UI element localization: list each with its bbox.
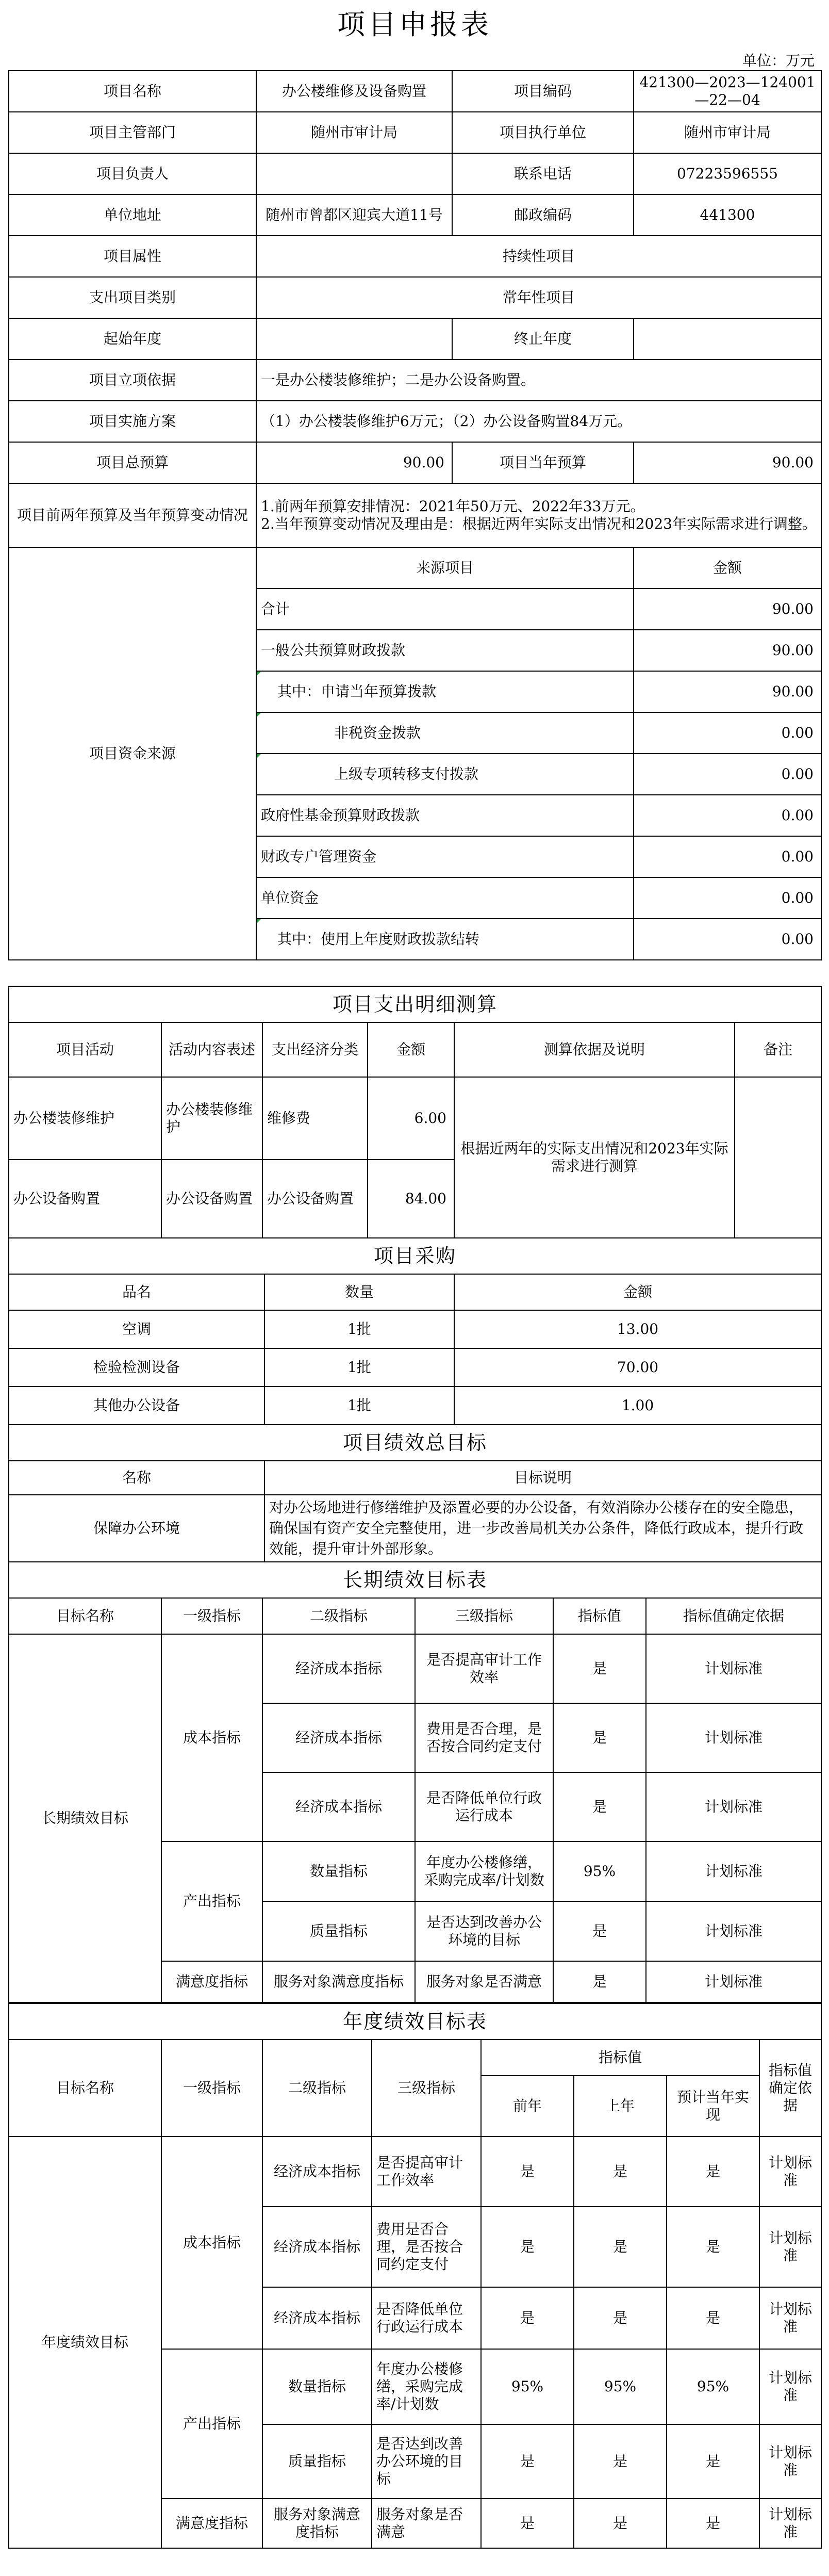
procurement-table xyxy=(8,1237,822,1425)
procurement-header: 数量 xyxy=(264,1274,454,1310)
procurement-qty: 1批 xyxy=(264,1310,454,1348)
annual-prev: 是 xyxy=(481,2207,574,2287)
label-project-code: 项目编码 xyxy=(452,71,634,112)
longterm-value: 是 xyxy=(553,1703,646,1772)
funding-row-name: 政府性基金预算财政拨款 xyxy=(256,795,634,836)
expense-activity: 办公楼装修维护 xyxy=(9,1077,161,1160)
funding-row-amount: 90.00 xyxy=(634,671,821,712)
label-current: 项目当年预算 xyxy=(452,442,634,483)
longterm-level3: 费用是否合理，是否按合同约定支付 xyxy=(415,1703,553,1772)
longterm-level3: 服务对象是否满意 xyxy=(415,1961,553,2002)
procurement-amount: 70.00 xyxy=(454,1348,821,1387)
annual-basis: 计划标准 xyxy=(759,2137,821,2207)
funding-row-name: 单位资金 xyxy=(256,877,634,919)
expense-content: 办公楼装修维护 xyxy=(161,1077,262,1160)
longterm-header: 二级指标 xyxy=(262,1598,415,1634)
overall-header-desc: 目标说明 xyxy=(264,1461,821,1495)
funding-row-amount: 0.00 xyxy=(634,795,821,836)
label-end: 终止年度 xyxy=(452,318,634,360)
longterm-level1: 成本指标 xyxy=(161,1634,262,1841)
annual-header-l2: 二级指标 xyxy=(262,2040,372,2137)
longterm-level2: 质量指标 xyxy=(262,1901,415,1961)
longterm-value: 是 xyxy=(553,1634,646,1703)
procurement-item: 其他办公设备 xyxy=(9,1387,264,1425)
annual-level2: 经济成本指标 xyxy=(262,2287,372,2349)
expense-header: 支出经济分类 xyxy=(262,1022,368,1077)
procurement-amount: 13.00 xyxy=(454,1310,821,1348)
basic-info-table xyxy=(8,70,822,960)
funding-row-amount: 0.00 xyxy=(634,754,821,795)
funding-row-name: 合计 xyxy=(256,589,634,630)
funding-header-source: 来源项目 xyxy=(256,547,634,589)
longterm-level2: 经济成本指标 xyxy=(262,1772,415,1841)
annual-last: 是 xyxy=(574,2424,667,2499)
longterm-value: 95% xyxy=(553,1841,646,1901)
value-address: 随州市曾都区迎宾大道11号 xyxy=(256,194,452,236)
expense-content: 办公设备购置 xyxy=(161,1160,262,1238)
value-zip: 441300 xyxy=(634,194,821,236)
label-dept: 项目主管部门 xyxy=(9,112,256,153)
funding-row-amount: 90.00 xyxy=(634,630,821,671)
label-attr: 项目属性 xyxy=(9,236,256,277)
funding-row-name: 财政专户管理资金 xyxy=(256,836,634,877)
annual-last: 是 xyxy=(574,2287,667,2349)
longterm-value: 是 xyxy=(553,1901,646,1961)
value-start xyxy=(256,318,452,360)
annual-level3: 费用是否合理，是否按合同约定支付 xyxy=(372,2207,481,2287)
funding-row-name: 其中：使用上年度财政拨款结转 xyxy=(256,919,634,960)
annual-level1: 成本指标 xyxy=(161,2137,262,2349)
longterm-level3: 是否降低单位行政运行成本 xyxy=(415,1772,553,1841)
annual-header-l3: 三级指标 xyxy=(372,2040,481,2137)
longterm-basis: 计划标准 xyxy=(646,1901,821,1961)
label-owner: 项目负责人 xyxy=(9,153,256,194)
annual-header-basis: 指标值确定依据 xyxy=(759,2040,821,2137)
annual-last: 是 xyxy=(574,2499,667,2548)
annual-section-title: 年度绩效目标表 xyxy=(9,2003,821,2040)
longterm-basis: 计划标准 xyxy=(646,1772,821,1841)
label-total: 项目总预算 xyxy=(9,442,256,483)
longterm-target: 长期绩效目标 xyxy=(9,1634,161,2002)
funding-row-name: 其中：申请当年预算拨款 xyxy=(256,671,634,712)
expense-section-title: 项目支出明细测算 xyxy=(9,986,821,1022)
longterm-header: 一级指标 xyxy=(161,1598,262,1634)
annual-header-last: 上年 xyxy=(574,2076,667,2137)
expense-table xyxy=(8,986,822,1238)
longterm-level1: 产出指标 xyxy=(161,1841,262,1961)
longterm-level2: 经济成本指标 xyxy=(262,1703,415,1772)
annual-level2: 数量指标 xyxy=(262,2349,372,2424)
annual-level3: 是否达到改善办公环境的目标 xyxy=(372,2424,481,2499)
procurement-amount: 1.00 xyxy=(454,1387,821,1425)
funding-row-amount: 0.00 xyxy=(634,712,821,754)
label-category: 支出项目类别 xyxy=(9,277,256,318)
value-attr: 持续性项目 xyxy=(256,236,821,277)
funding-row-amount: 0.00 xyxy=(634,919,821,960)
annual-expect: 是 xyxy=(667,2137,759,2207)
longterm-table xyxy=(8,1561,822,2003)
expense-remark xyxy=(735,1077,821,1238)
overall-header-name: 名称 xyxy=(9,1461,264,1495)
longterm-level2: 服务对象满意度指标 xyxy=(262,1961,415,2002)
annual-prev: 是 xyxy=(481,2137,574,2207)
longterm-basis: 计划标准 xyxy=(646,1841,821,1901)
procurement-item: 空调 xyxy=(9,1310,264,1348)
procurement-item: 检验检测设备 xyxy=(9,1348,264,1387)
value-basis: 一是办公楼装修维护；二是办公设备购置。 xyxy=(256,360,821,401)
value-dept: 随州市审计局 xyxy=(256,112,452,153)
funding-row-amount: 0.00 xyxy=(634,877,821,919)
expense-header: 项目活动 xyxy=(9,1022,161,1077)
procurement-section-title: 项目采购 xyxy=(9,1238,821,1274)
annual-basis: 计划标准 xyxy=(759,2287,821,2349)
annual-expect: 是 xyxy=(667,2207,759,2287)
funding-row-amount: 90.00 xyxy=(634,589,821,630)
longterm-level2: 数量指标 xyxy=(262,1841,415,1901)
overall-goal-table xyxy=(8,1424,822,1562)
longterm-header: 指标值 xyxy=(553,1598,646,1634)
budget-change-line-1: 1.前两年预算安排情况：2021年50万元、2022年33万元。 xyxy=(261,498,645,515)
annual-basis: 计划标准 xyxy=(759,2499,821,2548)
value-owner xyxy=(256,153,452,194)
label-budget-change: 项目前两年预算及当年预算变动情况 xyxy=(9,483,256,547)
value-category: 常年性项目 xyxy=(256,277,821,318)
value-project-code: 421300—2023—124001—22—04 xyxy=(634,71,821,112)
longterm-level3: 是否达到改善办公环境的目标 xyxy=(415,1901,553,1961)
funding-row-name: 非税资金拨款 xyxy=(256,712,634,754)
annual-table xyxy=(8,2003,822,2549)
annual-basis: 计划标准 xyxy=(759,2207,821,2287)
expense-header: 测算依据及说明 xyxy=(454,1022,735,1077)
annual-level2: 服务对象满意度指标 xyxy=(262,2499,372,2548)
longterm-basis: 计划标准 xyxy=(646,1634,821,1703)
label-project-name: 项目名称 xyxy=(9,71,256,112)
annual-last: 95% xyxy=(574,2349,667,2424)
annual-header-value: 指标值 xyxy=(481,2040,759,2076)
value-budget-change xyxy=(256,483,821,547)
expense-header: 金额 xyxy=(368,1022,454,1077)
annual-prev: 95% xyxy=(481,2349,574,2424)
overall-goal-desc: 对办公场地进行修缮维护及添置必要的办公设备，有效消除办公楼存在的安全隐患，确保国有资产安全完整使用，进一步改善局机关办公条件，降低行政成本，提升行政效能，提升审计外部形象。 xyxy=(264,1495,821,1562)
overall-goal-name: 保障办公环境 xyxy=(9,1495,264,1562)
procurement-header: 金额 xyxy=(454,1274,821,1310)
longterm-section-title: 长期绩效目标表 xyxy=(9,1562,821,1598)
procurement-qty: 1批 xyxy=(264,1348,454,1387)
label-phone: 联系电话 xyxy=(452,153,634,194)
longterm-basis: 计划标准 xyxy=(646,1703,821,1772)
page-title: 项目申报表 xyxy=(337,8,492,41)
annual-expect: 95% xyxy=(667,2349,759,2424)
expense-class: 维修费 xyxy=(262,1077,368,1160)
value-total: 90.00 xyxy=(256,442,452,483)
label-funding: 项目资金来源 xyxy=(9,547,256,960)
annual-level3: 是否提高审计工作效率 xyxy=(372,2137,481,2207)
longterm-value: 是 xyxy=(553,1772,646,1841)
longterm-level3: 年度办公楼修缮，采购完成率/计划数 xyxy=(415,1841,553,1901)
annual-basis: 计划标准 xyxy=(759,2349,821,2424)
annual-expect: 是 xyxy=(667,2499,759,2548)
label-address: 单位地址 xyxy=(9,194,256,236)
annual-level3: 年度办公楼修缮，采购完成率/计划数 xyxy=(372,2349,481,2424)
longterm-level1: 满意度指标 xyxy=(161,1961,262,2002)
annual-level2: 经济成本指标 xyxy=(262,2137,372,2207)
annual-header-target: 目标名称 xyxy=(9,2040,161,2137)
longterm-basis: 计划标准 xyxy=(646,1961,821,2002)
expense-amount: 6.00 xyxy=(368,1077,454,1160)
label-start: 起始年度 xyxy=(9,318,256,360)
annual-prev: 是 xyxy=(481,2499,574,2548)
procurement-qty: 1批 xyxy=(264,1387,454,1425)
value-current: 90.00 xyxy=(634,442,821,483)
annual-expect: 是 xyxy=(667,2424,759,2499)
annual-last: 是 xyxy=(574,2207,667,2287)
funding-header-amount: 金额 xyxy=(634,547,821,589)
annual-header-l1: 一级指标 xyxy=(161,2040,262,2137)
funding-row-amount: 0.00 xyxy=(634,836,821,877)
unit-label: 单位：万元 xyxy=(742,52,815,69)
funding-row-name: 上级专项转移支付拨款 xyxy=(256,754,634,795)
annual-prev: 是 xyxy=(481,2424,574,2499)
procurement-header: 品名 xyxy=(9,1274,264,1310)
longterm-header: 三级指标 xyxy=(415,1598,553,1634)
value-exec: 随州市审计局 xyxy=(634,112,821,153)
annual-header-prev: 前年 xyxy=(481,2076,574,2137)
label-zip: 邮政编码 xyxy=(452,194,634,236)
funding-row-name: 一般公共预算财政拨款 xyxy=(256,630,634,671)
expense-header: 备注 xyxy=(735,1022,821,1077)
label-plan: 项目实施方案 xyxy=(9,401,256,442)
annual-prev: 是 xyxy=(481,2287,574,2349)
annual-level3: 服务对象是否满意 xyxy=(372,2499,481,2548)
expense-class: 办公设备购置 xyxy=(262,1160,368,1238)
longterm-header: 指标值确定依据 xyxy=(646,1598,821,1634)
annual-target: 年度绩效目标 xyxy=(9,2137,161,2548)
overall-section-title: 项目绩效总目标 xyxy=(9,1425,821,1461)
budget-change-line-2: 2.当年预算变动情况及理由是：根据近两年实际支出情况和2023年实际需求进行调整。 xyxy=(261,515,817,532)
expense-basis: 根据近两年的实际支出情况和2023年实际需求进行测算 xyxy=(454,1077,735,1238)
longterm-level2: 经济成本指标 xyxy=(262,1634,415,1703)
annual-level2: 经济成本指标 xyxy=(262,2207,372,2287)
value-phone: 07223596555 xyxy=(634,153,821,194)
annual-level1: 产出指标 xyxy=(161,2349,262,2499)
longterm-value: 是 xyxy=(553,1961,646,2002)
expense-header: 活动内容表述 xyxy=(161,1022,262,1077)
annual-basis: 计划标准 xyxy=(759,2424,821,2499)
annual-level3: 是否降低单位行政运行成本 xyxy=(372,2287,481,2349)
value-end xyxy=(634,318,821,360)
value-plan: （1）办公楼装修维护6万元；（2）办公设备购置84万元。 xyxy=(256,401,821,442)
label-exec: 项目执行单位 xyxy=(452,112,634,153)
annual-last: 是 xyxy=(574,2137,667,2207)
annual-header-expect: 预计当年实现 xyxy=(667,2076,759,2137)
annual-expect: 是 xyxy=(667,2287,759,2349)
annual-level1: 满意度指标 xyxy=(161,2499,262,2548)
expense-amount: 84.00 xyxy=(368,1160,454,1238)
longterm-header: 目标名称 xyxy=(9,1598,161,1634)
value-project-name: 办公楼维修及设备购置 xyxy=(256,71,452,112)
annual-level2: 质量指标 xyxy=(262,2424,372,2499)
longterm-level3: 是否提高审计工作效率 xyxy=(415,1634,553,1703)
expense-activity: 办公设备购置 xyxy=(9,1160,161,1238)
label-basis: 项目立项依据 xyxy=(9,360,256,401)
